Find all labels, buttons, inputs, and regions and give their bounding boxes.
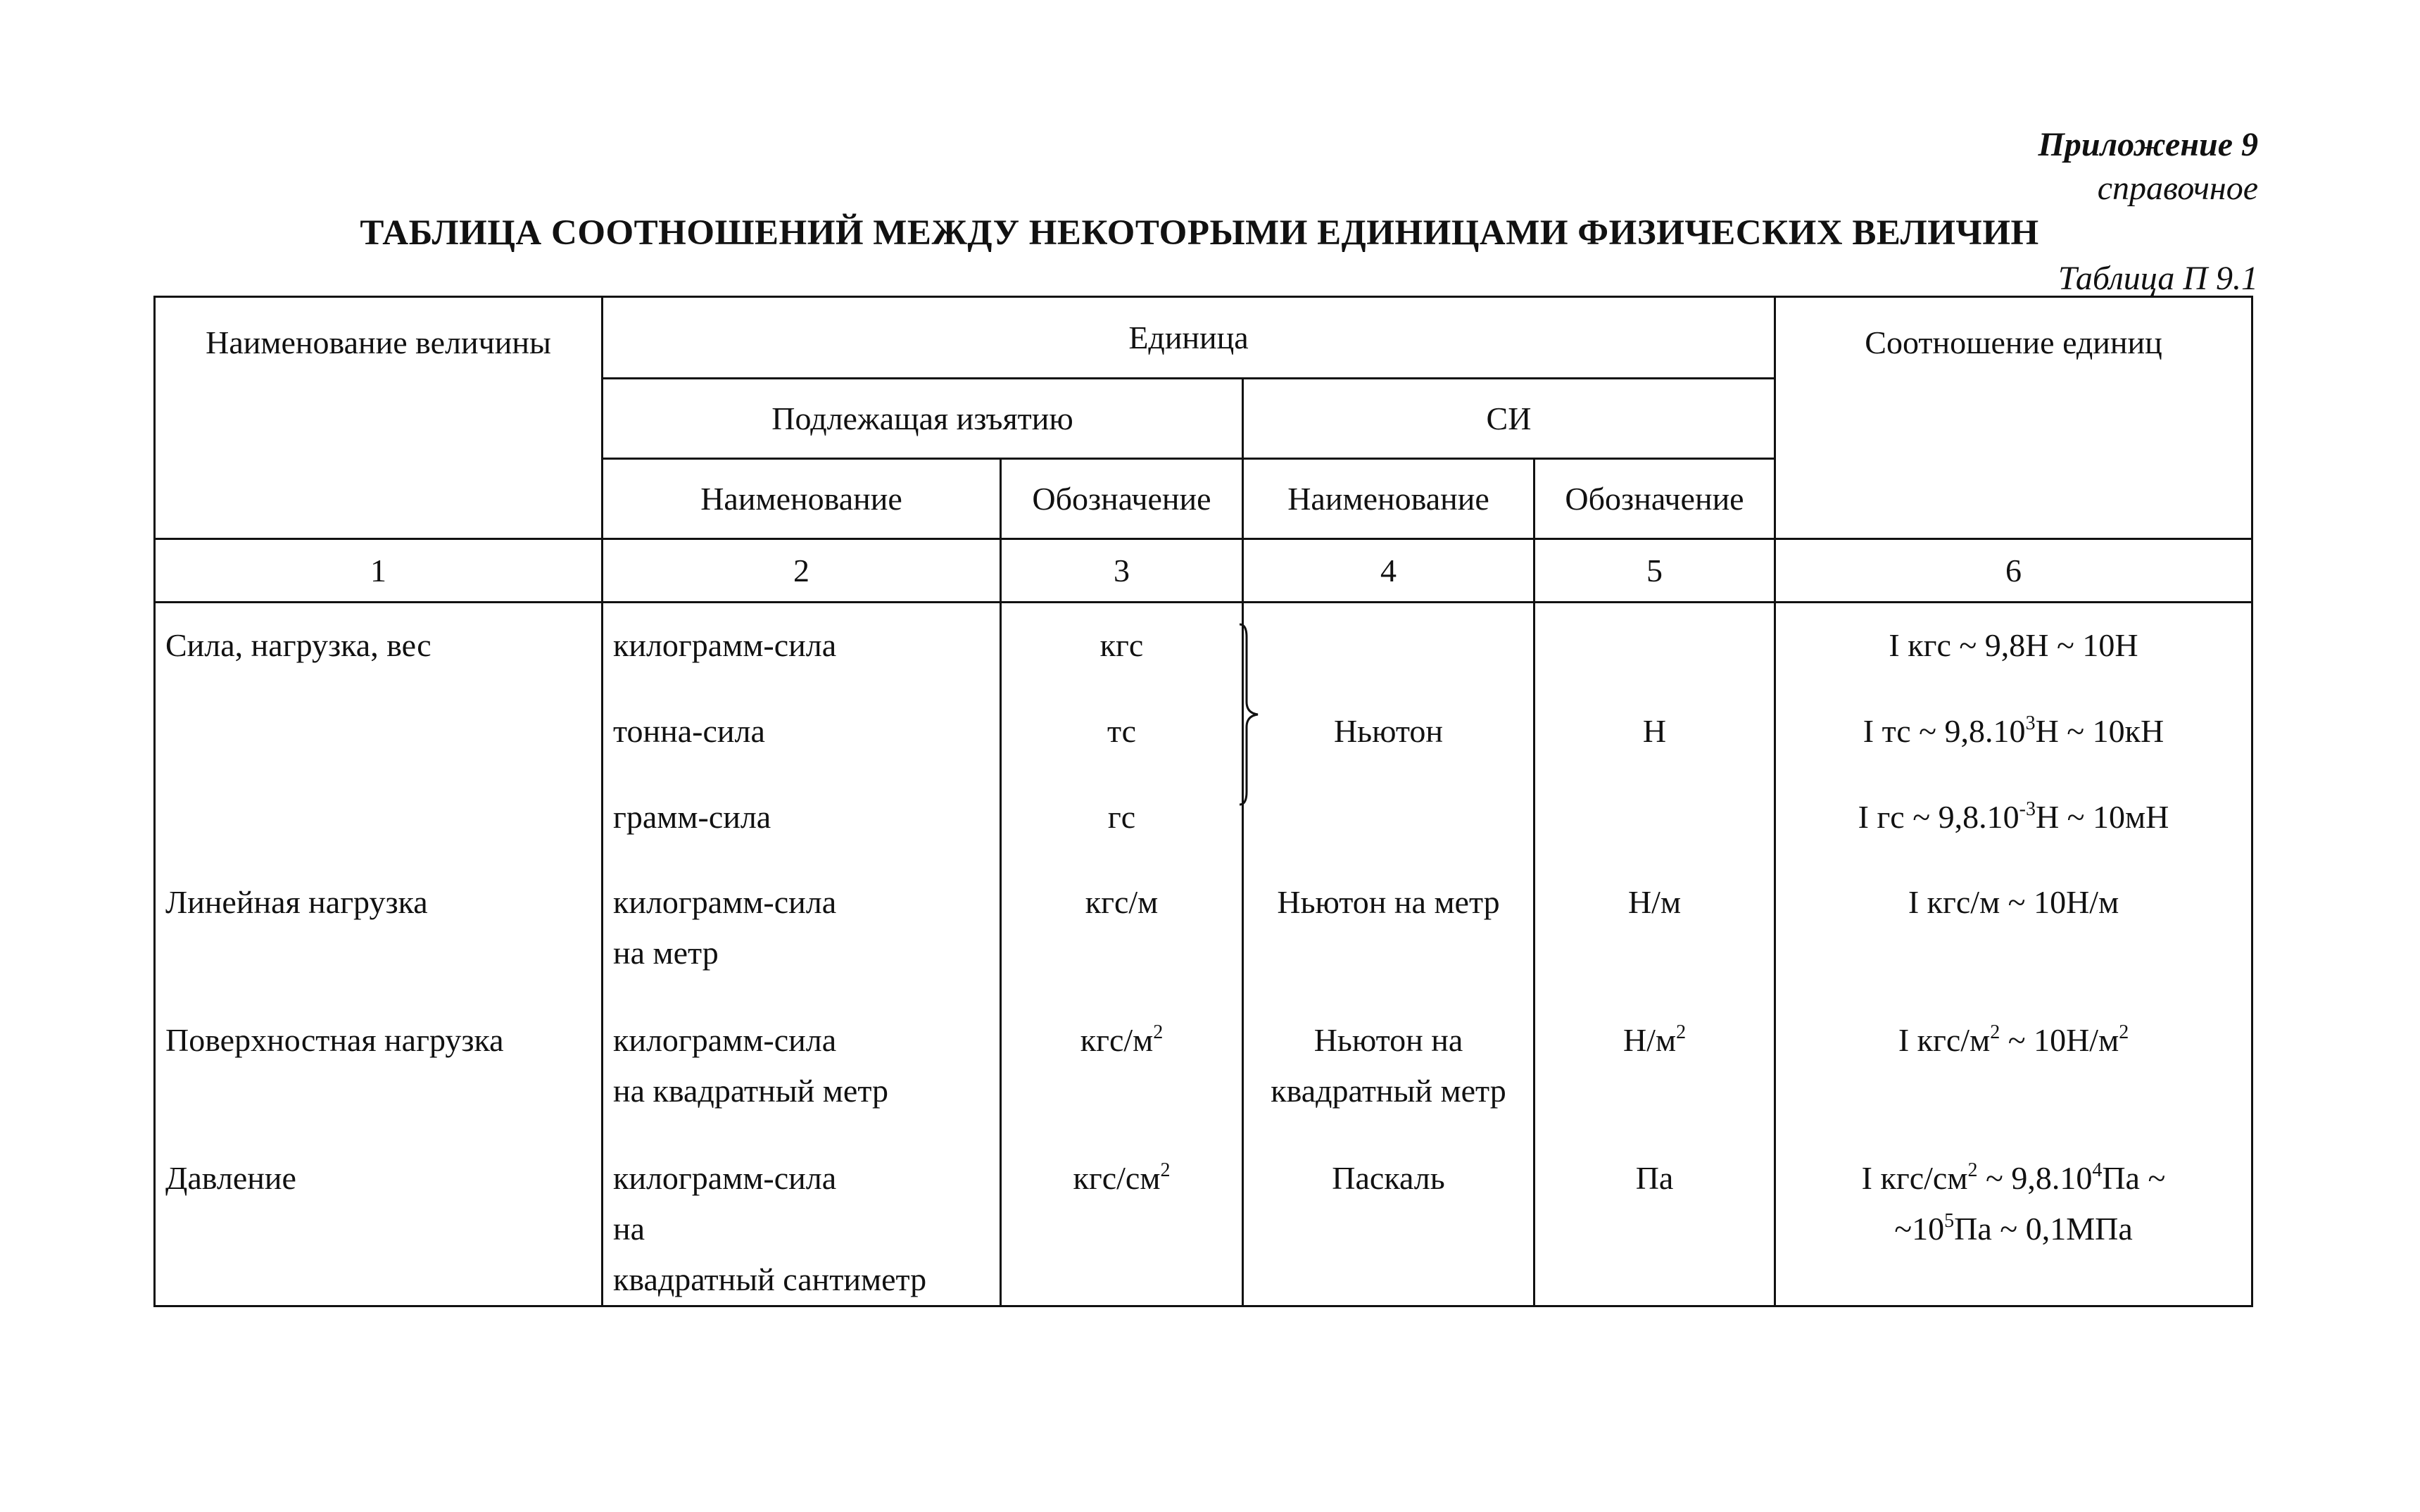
reference-label: справочное [2097,170,2258,207]
unit-name: килограмм-сила на [613,1159,837,1247]
unit-name: на квадратный метр [613,1072,888,1109]
unit-relation: $\sim 10^5Па$ ~ 0,1МПа [1894,1209,2133,1247]
si-unit-name: Ньютон [1333,713,1444,749]
header-si-symbol: Обозначение [1534,459,1775,539]
si-unit-name: квадратный метр [1271,1072,1506,1109]
table-row [155,603,2252,877]
unit-relation: I кгс ~ 9,8Н ~ 10Н [1889,627,2138,663]
column-number: 5 [1534,539,1775,603]
quantity-name: Сила, нагрузка, вес [165,627,431,663]
page-title: ТАБЛИЦА СООТНОШЕНИЙ МЕЖДУ НЕКОТОРЫМИ ЕДИНИЦАМИ ФИЗИЧЕСКИХ ВЕЛИЧИН [360,213,2039,253]
header-unit: Единица [603,297,1775,379]
unit-name: килограмм-сила [613,627,837,663]
si-unit-symbol: Н [1642,713,1667,749]
unit-name: на метр [613,934,719,971]
unit-symbol: кгс/$см^2$ [1073,1159,1171,1196]
units-table [153,296,2253,1307]
unit-symbol: кгс/м [1085,883,1159,920]
quantity-name: Поверхностная нагрузка [165,1021,504,1058]
table-row [155,1153,2252,1306]
unit-symbol: тс [1107,713,1137,749]
appendix-label: Приложение 9 [2038,126,2258,163]
unit-name: килограмм-сила [613,883,837,920]
si-unit-symbol: Па [1635,1159,1674,1196]
column-number: 2 [603,539,1001,603]
column-number: 3 [1001,539,1243,603]
quantity-name: Линейная нагрузка [165,883,428,920]
unit-name: тонна-сила [613,713,765,749]
table-number: Таблица П 9.1 [2057,260,2258,297]
header-withdrawn-symbol: Обозначение [1001,459,1243,539]
unit-name: квадратный сантиметр [613,1261,927,1297]
si-unit-name: Ньютон на метр [1277,883,1500,920]
si-unit-symbol: $Н/м^2$ [1622,1021,1687,1058]
unit-symbol: гс [1107,799,1136,835]
si-unit-name: Ньютон на [1313,1021,1463,1058]
unit-symbol: кгс [1099,627,1144,663]
header-si: СИ [1243,379,1775,459]
unit-symbol: кгс/$м^2$ [1080,1021,1164,1058]
curly-brace-icon [1237,623,1261,806]
unit-relation: I гс ~ $9,8.10^{-3}Н$ ~ 10мН [1858,798,2169,835]
header-withdrawn: Подлежащая изъятию [603,379,1243,459]
header-quantity: Наименование величины [155,297,603,539]
unit-relation: I кгс/$м^2$ ~ $10Н/м^2$ [1898,1021,2129,1058]
unit-relation: I тс ~ 9,8.10$^3$Н ~ 10кН [1863,712,2164,749]
si-unit-name: Паскаль [1332,1159,1445,1196]
unit-relation: I кгс/$см^2$ ~ 9,8.10$^4$Па ~ [1861,1159,2166,1196]
si-unit-symbol: Н/м [1627,883,1682,920]
column-number: 6 [1775,539,2252,603]
header-si-name: Наименование [1243,459,1534,539]
header-withdrawn-name: Наименование [603,459,1001,539]
unit-name: грамм-сила [613,799,771,835]
column-number: 4 [1243,539,1534,603]
table-row [155,1015,2252,1153]
quantity-name: Давление [165,1159,296,1196]
table-row [155,877,2252,1015]
header-relation: Соотношение единиц [1775,297,2252,539]
unit-relation: I кгс/м ~ 10Н/м [1908,883,2119,920]
column-number: 1 [155,539,603,603]
unit-name: килограмм-сила [613,1021,837,1058]
